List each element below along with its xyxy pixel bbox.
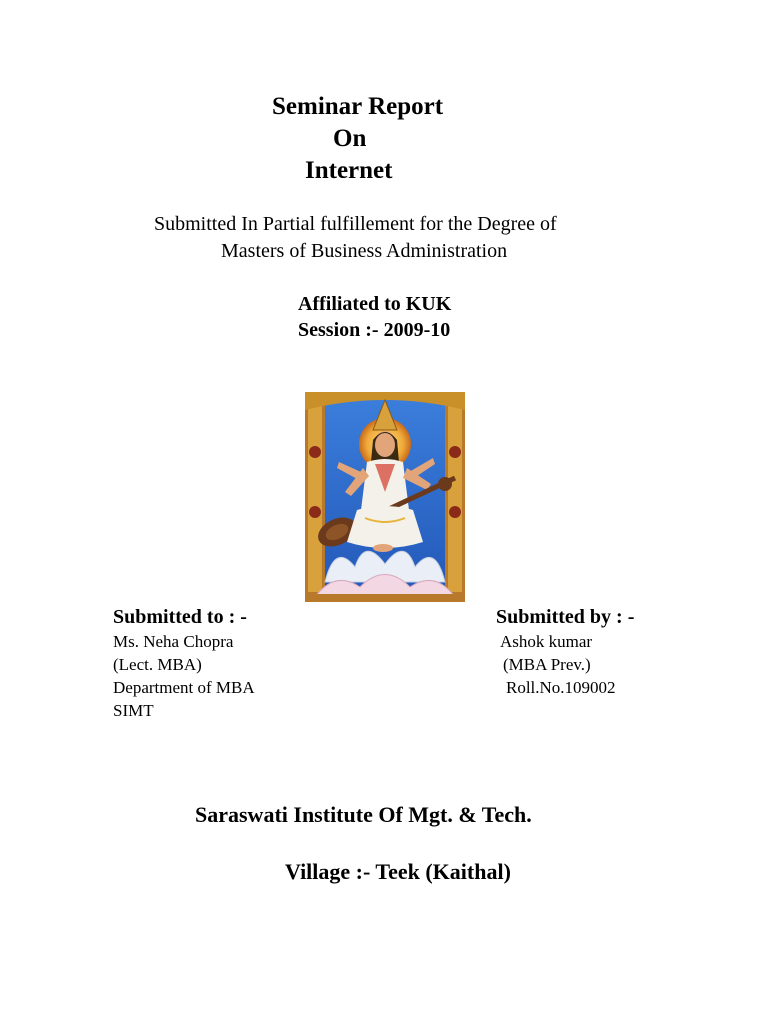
institute-village: Village :- Teek (Kaithal) — [285, 859, 511, 884]
affiliated-to: Affiliated to KUK — [298, 293, 452, 315]
submitted-by-roll: Roll.No.109002 — [506, 678, 616, 697]
saraswati-picture — [305, 392, 465, 602]
title-seminar-report: Seminar Report — [272, 93, 444, 120]
submitted-to-institute: SIMT — [113, 701, 154, 720]
submitted-to-department: Department of MBA — [113, 678, 255, 697]
submitted-to-designation: (Lect. MBA) — [113, 655, 202, 674]
title-internet: Internet — [305, 157, 393, 184]
submitted-to-heading: Submitted to : - — [113, 606, 247, 628]
institute-name: Saraswati Institute Of Mgt. & Tech. — [195, 802, 532, 827]
subtitle-line-1: Submitted In Partial fulfillement for the Degree of — [154, 213, 557, 235]
submitted-to-name: Ms. Neha Chopra — [113, 632, 234, 651]
submitted-by-name: Ashok kumar — [500, 632, 593, 651]
saraswati-goddess-icon — [305, 392, 465, 602]
subtitle-line-2: Masters of Business Administration — [221, 240, 508, 262]
title-on: On — [333, 125, 367, 152]
submitted-by-course: (MBA Prev.) — [503, 655, 591, 674]
submitted-by-heading: Submitted by : - — [496, 606, 635, 628]
session: Session :- 2009-10 — [298, 319, 451, 341]
